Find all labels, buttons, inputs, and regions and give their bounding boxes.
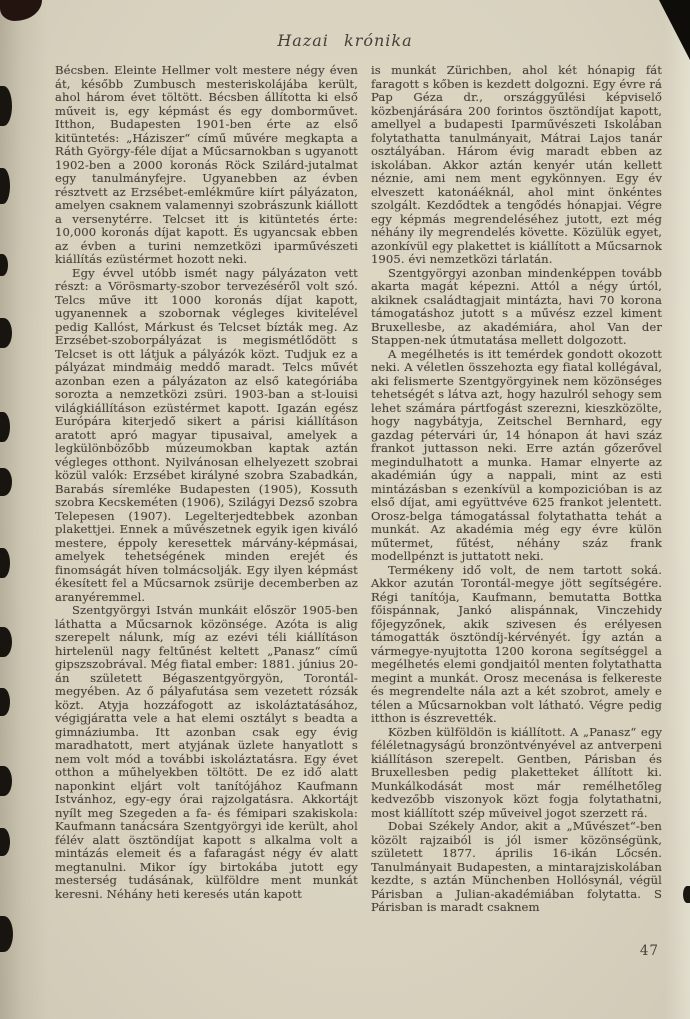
ink-blot — [0, 916, 13, 952]
page-title: Hazai krónika — [277, 31, 413, 50]
ink-blot-right-edge — [683, 886, 690, 903]
paragraph: A megélhetés is itt temérdek gondott okozott neki. A véletlen összehozta egy fiatal kollégával, aki felismerte Szentgyörgyinek nem közönséges tehetségét s látva azt, hogy hazulról sehogy sem lehet számára pártfogást szerezni, kieszközölte, hogy nagybátyja, Zeitschel Bernhard, egy gazdag pétervári úr, 14 hónapon át havi száz frankot juttasson neki. Erre aztán gőzerővel megindulhatott a munka. Hamar elnyerte az akadémián úgy a nappali, mint az esti mintázásban s ezenkívül a kompozicióban is az első díjat, ami együttvéve 625 frankot jelentett. Orosz-belga támogatással folytathatta tehát a munkát. Az akadémia még egy évre külön műtermet, fűtést, néhány száz frank modellpénzt is juttatott neki. — [370, 346, 662, 563]
ink-blot — [0, 828, 10, 856]
ink-blot — [0, 254, 8, 276]
page-number: 47 — [639, 943, 659, 959]
text-column-right — [371, 64, 662, 915]
ink-blot — [0, 468, 12, 496]
scan-smudge-top-left — [0, 0, 42, 21]
ink-blot — [0, 627, 12, 657]
paragraph: Szentgyörgyi István munkáit először 1905-ben láthatta a Műcsarnok közönsége. Azóta is alig szerepelt nálunk, míg az ezévi téli kiállításon hirtelenül nagy feltűnést keltett „Panasz“ című gipszszobrával. Még fiatal ember: 1881. június 20-án született Bégaszentgyörgyön, Torontál-megyében. Az ő pályafutása sem vezetett rózsák közt. Atyja hozzáfogott az iskoláztatásához, végigjáratta vele a hat elemi osztályt s beadta a gimnáziumba. Itt azonban csak egy évig maradhatott, mert atyjának üzlete hanyatlott s nem volt mód a további iskoláztatásra. Egy évet otthon a műhelyekben töltött. De ez idő alatt naponkint eljárt volt tanítójához Kaufmann Istvánhoz, egy-egy órai rajzolgatásra. Akkortájt nyílt meg Szegeden a fa- és fémipari szakiskola: Kaufmann tanácsára Szentgyörgyi ide került, ahol félév alatt ösztöndíjat kapott s alkalma volt a mintázás elemeit és a fafaragást négy év alatt megtanulni. Mikor így birtokába jutott egy mesterség tudásának, külföldre ment munkát keresni. Néhány heti keresés után kapott — [55, 603, 358, 901]
ink-blot — [0, 86, 12, 126]
paragraph: Közben külföldön is kiállított. A „Panasz“ egy féléletnagyságú bronzöntvényével az antverpeni kiállításon szerepelt. Gentben, Párisban és Bruxellesben pedig plaketteket állított ki. Munkálkodását most már remélhetőleg kedvezőbb viszonyok közt fogja folytathatni, most kiállított szép műveivel jogot szerzett rá. — [370, 724, 662, 820]
ink-blot — [0, 318, 12, 348]
article-body — [55, 64, 662, 915]
text-column-left — [55, 64, 358, 915]
paragraph: Termékeny idő volt, de nem tartott soká. Akkor azután Torontál-megye jött segítségére. Régi tanítója, Kaufmann, bemutatta Bottka főispánnak, Jankó alispánnak, Vinczehidy főjegyzőnek, akik szivesen és erélyesen támogatták ösztöndíj-kérvényét. Így aztán a vármegye-nyujtotta 1200 korona segítséggel a megélhetés elemi gondjaitól menten folytathatta megint a munkát. Orosz mecenása is felkereste és megrendelte nála azt a két szobrot, amely e télen a Műcsarnokban volt látható. Végre pedig itthon is észrevették. — [370, 562, 662, 725]
paragraph: Dobai Székely Andor, akit a „Művészet“-ben közölt rajzaiból is jól ismer közönségünk, született 1877. április 16-ikán Lőcsén. Tanulmányait Budapesten, a mintarajziskolában kezdte, s aztán Münchenben Hollósynál, végül Párisban a Julian-akadémiában folytatta. S Párisban is maradt csaknem — [370, 819, 662, 914]
ink-blot — [0, 766, 12, 796]
ink-blot — [0, 168, 10, 204]
ink-blot — [0, 688, 10, 716]
paragraph: is munkát Zürichben, ahol két hónapig fát faragott s kőben is kezdett dolgozni. Egy évre rá Pap Géza dr., országgyűlési képviselő közbenjárására 200 forintos ösztöndíjat kapott, amellyel a budapesti Iparművészeti Iskolában folytathatta tanulmányait, Mátrai Lajos tanár osztályában. Három évig maradt ebben az iskolában. Akkor aztán kenyér után kellett néznie, ami nem ment egykönnyen. Egy év elveszett katonáéknál, ahol mint önkéntes szolgált. Kezdődtek a tengődés hónapjai. Végre egy képmás megrendeléséhez jutott, ezt még néhány ily megrendelés követte. Közülük egyet, azonkívül egy plakettet is kiállított a Műcsarnok 1905. évi nemzetközi tárlatán. — [370, 63, 662, 266]
paragraph: Bécsben. Eleinte Hellmer volt mestere négy éven át, később Zumbusch mesteriskolájába került, ahol három évet töltött. Bécsben állította ki első műveit is, egy képmást és egy domborművet. Itthon, Budapesten 1901-ben érte az első kitüntetés: „Háziszer“ című művére megkapta a Ráth György-féle díjat a Műcsarnokban s ugyanott 1902-ben a 2000 koronás Röck Szilárd-jutalmat egy tanulmányfejre. Ugyanebben az évben résztvett az Erzsébet-emlékműre kiírt pályázaton, amelyen csaknem valamennyi szobrászunk kiállott a versenytérre. Telcset itt is kitüntetés érte: 10,000 koronás díjat kapott. És ugyancsak ebben az évben a turini nemzetközi iparművészeti kiállítás ezüstérmet hozott neki. — [55, 63, 358, 266]
ink-blot — [0, 548, 10, 578]
paragraph: Szentgyörgyi azonban mindenképpen tovább akarta magát képezni. Attól a négy úrtól, akiknek családtagjait mintázta, havi 70 korona támogatáshoz jutott s a művész ezzel kiment Bruxellesbe, az akadémiára, ahol Van der Stappen-nek útmutatása mellett dolgozott. — [370, 265, 662, 347]
corner-fold-top-right — [659, 0, 690, 60]
ink-blot — [0, 412, 10, 442]
paragraph: Egy évvel utóbb ismét nagy pályázaton vett részt: a Vörösmarty-szobor tervezéséről volt szó. Telcs műve itt 1000 koronás díjat kapott, ugyanennek a szobornak végleges kivitelével pedig Kallóst, Márkust és Telcset bízták meg. Az Erzsébet-szoborpályázat is megismétlődött s Telcset is ott látjuk a pályázók közt. Tudjuk ez a pályázat mindmáig meddő maradt. Telcs művét azonban ezen a pályázaton az első kategóriába sorozta a nemzetközi zsüri. 1903-ban a st-louisi világkiállításon ezüstérmet kapott. Igazán egész Európára kiterjedő sikert a párisi kiállításon aratott apró magyar tipusaival, amelyek a legkülönbözőbb múzeumokban kaptak aztán végleges otthont. Nyilvánosan elhelyezett szobrai közül valók: Erzsébet királyné szobra Szabadkán, Barabás síremléke Budapesten (1905), Kossuth szobra Kecskeméten (1906), Szilágyi Dezső szobra Telepesen (1907). Legelterjedtebbek azonban plakettjei. Ennek a művészetnek egyik igen kiváló mestere, éppoly keresettek márvány-képmásai, amelyek tehetségének minden erejét és finomságát híven tolmácsolják. Egy ilyen képmást ékesített fel a Műcsarnok zsürije decemberben az aranyéremmel. — [55, 265, 358, 604]
